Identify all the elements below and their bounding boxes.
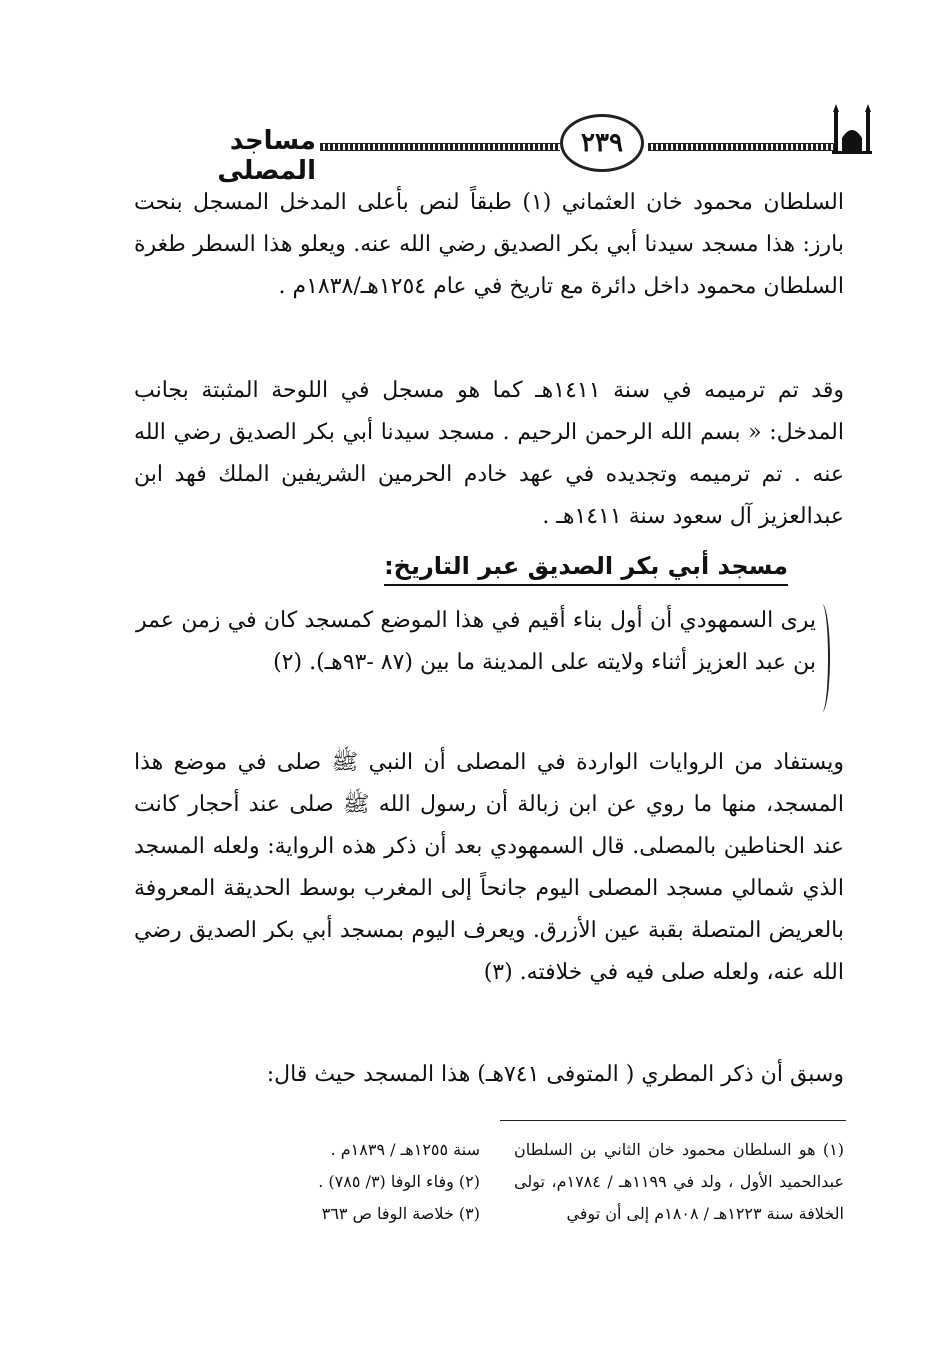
paragraph-2: وقد تم ترميمه في سنة ١٤١١هـ كما هو مسجل في اللوحة المثبتة بجانب المدخل: « بسم الله الرحمن الرحيم . مسجد سيدنا أبي بكر الصديق رضي الله عنه . تم ترميمه وتجديده في عهد خادم الحرمين الشريفين الملك فهد ابن عبدالعزيز آل سعود سنة ١٤١١هـ . — [134, 378, 844, 529]
running-title: مساجد المصلى — [217, 126, 316, 186]
section-heading: مسجد أبي بكر الصديق عبر التاريخ: — [384, 552, 788, 586]
page-number: ٢٣٩ — [560, 114, 644, 172]
footnote-1: (١) هو السلطان محمود خان الثاني بن السلطان عبدالحميد الأول ، ولد في ١١٩٩هـ / ١٧٨٤م، تولى الخلافة سنة ١٢٢٣هـ / ١٨٠٨م إلى أن توفي — [514, 1140, 845, 1223]
paragraph-4: ويستفاد من الروايات الواردة في المصلى أن النبي ﷺ صلى في موضع هذا المسجد، منها ما روي عن ابن زبالة أن رسول الله ﷺ صلى عند أحجار كانت عند الحناطين بالمصلى. قال السمهودي بعد أن ذكر هذه الرواية: ولعله المسجد الذي شمالي مسجد المصلى اليوم جانحاً إلى المغرب بوسط الحديقة المعروفة بالعريض المتصلة بقبة عين الأزرق. ويعرف اليوم بمسجد أبي بكر الصديق رضي الله عنه، ولعله صلى فيه في خلافته. (٣) — [134, 750, 844, 985]
paragraph-1: السلطان محمود خان العثماني (١) طبقاً لنص بأعلى المدخل المسجل بنحت بارز: هذا مسجد سيدنا أبي بكر الصديق رضي الله عنه. ويعلو هذا السطر طغرة السلطان محمود داخل دائرة مع تاريخ في عام ١٢٥٤هـ/١٨٣٨م . — [134, 190, 844, 299]
header-rule-left — [320, 143, 560, 151]
footnotes-left-column — [210, 1134, 480, 1230]
footnote-3: (٣) خلاصة الوفا ص ٣٦٣ — [321, 1204, 480, 1223]
footnote-1-continued: سنة ١٢٥٥هـ / ١٨٣٩م . — [330, 1140, 480, 1159]
paragraph-5: وسبق أن ذكر المطري ( المتوفى ٧٤١هـ) هذا المسجد حيث قال: — [266, 1062, 844, 1087]
quote-bracket — [814, 604, 830, 712]
page-header — [120, 96, 852, 186]
mosque-icon — [832, 104, 872, 156]
paragraph-3: يرى السمهودي أن أول بناء أقيم في هذا الموضع كمسجد كان في زمن عمر بن عبد العزيز أثناء ولايته على المدينة ما بين (٨٧ -٩٣هـ). (٢) — [136, 608, 816, 675]
footnote-2: (٢) وفاء الوفا (٣/ ٧٨٥) . — [318, 1172, 480, 1191]
header-rule-right — [648, 143, 838, 151]
footnote-divider — [500, 1120, 846, 1121]
